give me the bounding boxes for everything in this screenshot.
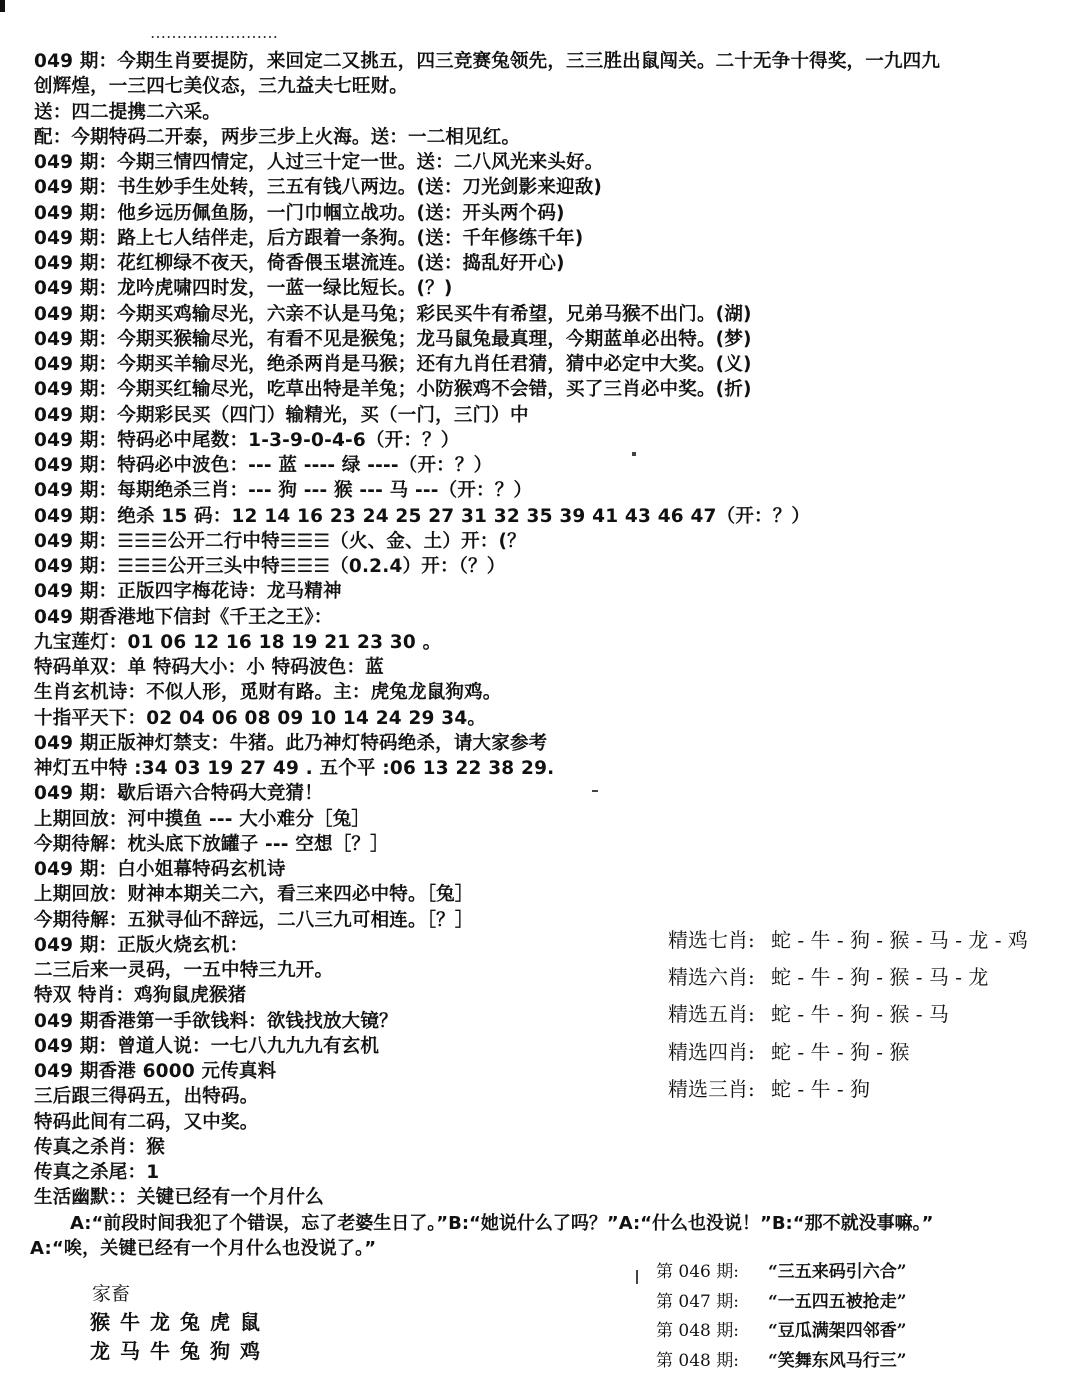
text-line: 二三后来一灵码，一五中特三九开。: [34, 960, 334, 981]
pick-row: [668, 922, 1068, 959]
text-line: 十指平天下：02 04 06 08 09 10 14 24 29 34。: [34, 707, 487, 729]
text-line: 神灯五中特 :34 03 19 27 49 . 五个平 :06 13 22 38 29.: [34, 758, 555, 779]
text-line: 049 期：书生妙手生处转，三五有钱八两边。(送：刀光剑影来迎敌): [34, 177, 603, 199]
text-line: 049 期：☰☰☰公开三头中特☰☰☰（0.2.4）开：（？）: [34, 556, 506, 577]
pick-label: 精选四肖:: [668, 1039, 755, 1064]
scan-corner-mark: [0, 0, 5, 12]
text-line: 今期待解：五狱寻仙不辞远，二八三九可相连。［？］: [34, 909, 474, 931]
scan-speck: [636, 1270, 638, 1284]
pick-label: 精选七肖:: [668, 928, 755, 952]
text-line: 今期待解：枕头底下放罐子 --- 空想［？］: [34, 833, 389, 855]
text-line: 创辉煌，一三四七美仪态，三九益夫七旺财。: [34, 76, 409, 98]
text-line: 049 期：今期买红输尽光，吃草出特是羊兔；小防猴鸡不会错，买了三肖必中奖。(折): [34, 379, 752, 401]
past-issue-value: “笑舞东风马行三”: [768, 1350, 907, 1371]
text-line: 生活幽默：：关键已经有一个月什么: [34, 1187, 324, 1209]
past-issue-value: “三五来码引六合”: [768, 1262, 907, 1282]
text-line: 049 期：每期绝杀三肖：--- 狗 --- 猴 --- 马 ---（开：？）: [34, 480, 533, 502]
text-line: 特码单双：单 特码大小：小 特码波色：蓝: [34, 657, 384, 678]
text-line: 送：四二提携二六采。: [34, 101, 222, 123]
text-line: 049 期香港地下信封《千王之王》：: [34, 606, 333, 628]
text-line: 049 期：正版四字梅花诗：龙马精神: [34, 581, 342, 603]
pick-row: [668, 959, 1068, 996]
text-line: 特码此间有二码，又中奖。: [34, 1111, 259, 1133]
text-line: 049 期：今期买羊输尽光，绝杀两肖是马猴；还有九肖任君猜，猜中必定中大奖。(义): [34, 354, 752, 375]
cropped-header-text: ……………………: [150, 28, 278, 38]
pick-value: 蛇 - 牛 - 狗 - 猴 - 马 - 龙 - 鸡: [771, 928, 1028, 952]
pick-label: 精选六肖:: [668, 965, 755, 990]
text-line: 049 期：路上七人结伴走，后方跟着一条狗。(送：千年修练千年): [34, 227, 584, 249]
text-line: 049 期正版神灯禁支：牛猪。此乃神灯特码绝杀，请大家参考: [34, 732, 548, 754]
joke-line: A:“前段时间我犯了个错误，忘了老婆生日了。”B:“她说什么了吗？”A:“什么也没说！”B:“那不就没事嘛。”: [70, 1212, 934, 1234]
text-line: 九宝莲灯：01 06 12 16 18 19 21 23 30 。: [34, 631, 442, 653]
pick-row: [668, 1034, 1068, 1071]
text-line: 049 期：白小姐幕特码玄机诗: [34, 859, 286, 880]
text-line: 049 期：☰☰☰公开二行中特☰☰☰（火、金、土）开：(？: [34, 530, 526, 552]
past-issue-label: 第 048 期:: [656, 1350, 739, 1371]
past-issue-value: “一五四五被抢走”: [768, 1291, 907, 1312]
pick-value: 蛇 - 牛 - 狗 - 猴: [771, 1039, 910, 1064]
pick-label: 精选五肖:: [668, 1002, 755, 1027]
text-line: 049 期：绝杀 15 码：12 14 16 23 24 25 27 31 32 35 39 41 43 46 47（开：？）: [34, 505, 811, 527]
past-issues-block: [656, 1258, 907, 1376]
text-line: 049 期：花红柳绿不夜天，倚香偎玉堪流连。(送：捣乱好开心): [34, 253, 565, 274]
text-line: 049 期：今期彩民买（四门）输精光，买（一门，三门）中: [34, 404, 529, 426]
pick-value: 蛇 - 牛 - 狗 - 猴 - 马: [771, 1002, 949, 1027]
text-line: 配：今期特码二开泰，两步三步上火海。送：一二相见红。: [34, 126, 521, 148]
text-line: 049 期：特码必中波色：--- 蓝 ---- 绿 ----（开：？）: [34, 455, 493, 476]
text-line: 049 期：龙吟虎啸四时发，一蓝一绿比短长。(？): [34, 278, 453, 300]
pick-value: 蛇 - 牛 - 狗: [771, 1076, 870, 1101]
past-issue-value: “豆瓜满架四邻香”: [768, 1321, 907, 1341]
text-line: 049 期：今期三情四情定，人过三十定一世。送：二八风光来头好。: [34, 152, 604, 173]
past-issue-row: [656, 1258, 907, 1288]
text-line: 049 期：他乡远历佩鱼肠，一门巾帼立战功。(送：开头两个码): [34, 202, 565, 224]
text-line: 特双 特肖：鸡狗鼠虎猴猪: [34, 985, 247, 1007]
text-line: 三后跟三得码五，出特码。: [34, 1086, 259, 1108]
text-line: 上期回放：河中摸鱼 --- 大小难分［兔］: [34, 808, 371, 830]
livestock-title: 家畜: [92, 1283, 131, 1305]
text-line: 049 期：今期买鸡输尽光，六亲不认是马兔；彩民买牛有希望，兄弟马猴不出门。(湖): [34, 303, 752, 325]
text-line: 上期回放：财神本期关二六，看三来四必中特。［兔］: [34, 884, 474, 906]
past-issue-label: 第 048 期:: [656, 1321, 739, 1341]
livestock-row: 猴牛龙兔虎鼠: [90, 1310, 270, 1334]
past-issue-label: 第 047 期:: [656, 1291, 739, 1312]
text-line: 传真之杀肖：猴: [34, 1136, 165, 1158]
text-line: 生肖玄机诗：不似人形，觅财有路。主：虎兔龙鼠狗鸡。: [34, 682, 502, 704]
past-issue-row: [656, 1347, 907, 1377]
text-line: 049 期：今期生肖要提防，来回定二又挑五，四三竞赛兔领先，三三胜出鼠闯关。二十无争十得奖，一九四九: [34, 51, 941, 72]
past-issue-row: [656, 1317, 907, 1347]
livestock-row: 龙马牛兔狗鸡: [90, 1339, 270, 1363]
text-line: 049 期：歇后语六合特码大竞猜！: [34, 783, 323, 805]
livestock-block: [90, 1280, 270, 1366]
text-line: 049 期：正版火烧玄机：: [34, 934, 249, 956]
pick-value: 蛇 - 牛 - 狗 - 猴 - 马 - 龙: [771, 965, 989, 990]
text-line: 049 期香港 6000 元传真料: [34, 1061, 277, 1082]
past-issue-row: [656, 1288, 907, 1318]
text-line: 049 期：曾道人说：一七八九九九有玄机: [34, 1035, 380, 1057]
text-line: 049 期：特码必中尾数：1-3-9-0-4-6（开：？）: [34, 429, 460, 451]
pick-label: 精选三肖:: [668, 1076, 755, 1101]
selected-zodiac-picks: [668, 922, 1068, 1108]
scan-speck: [632, 452, 636, 456]
pick-row: [668, 1071, 1068, 1108]
text-line: 049 期香港第一手欲钱料：欲钱找放大镜？: [34, 1010, 398, 1032]
pick-row: [668, 996, 1068, 1033]
past-issue-label: 第 046 期:: [656, 1262, 739, 1282]
joke-line: A:“唉，关键已经有一个月什么也没说了。”: [30, 1237, 377, 1259]
scan-speck: [592, 790, 598, 792]
text-line: 传真之杀尾：1: [34, 1162, 160, 1183]
text-line: 049 期：今期买猴输尽光，有看不见是猴兔；龙马鼠兔最真理，今期蓝单必出特。(梦): [34, 328, 752, 350]
